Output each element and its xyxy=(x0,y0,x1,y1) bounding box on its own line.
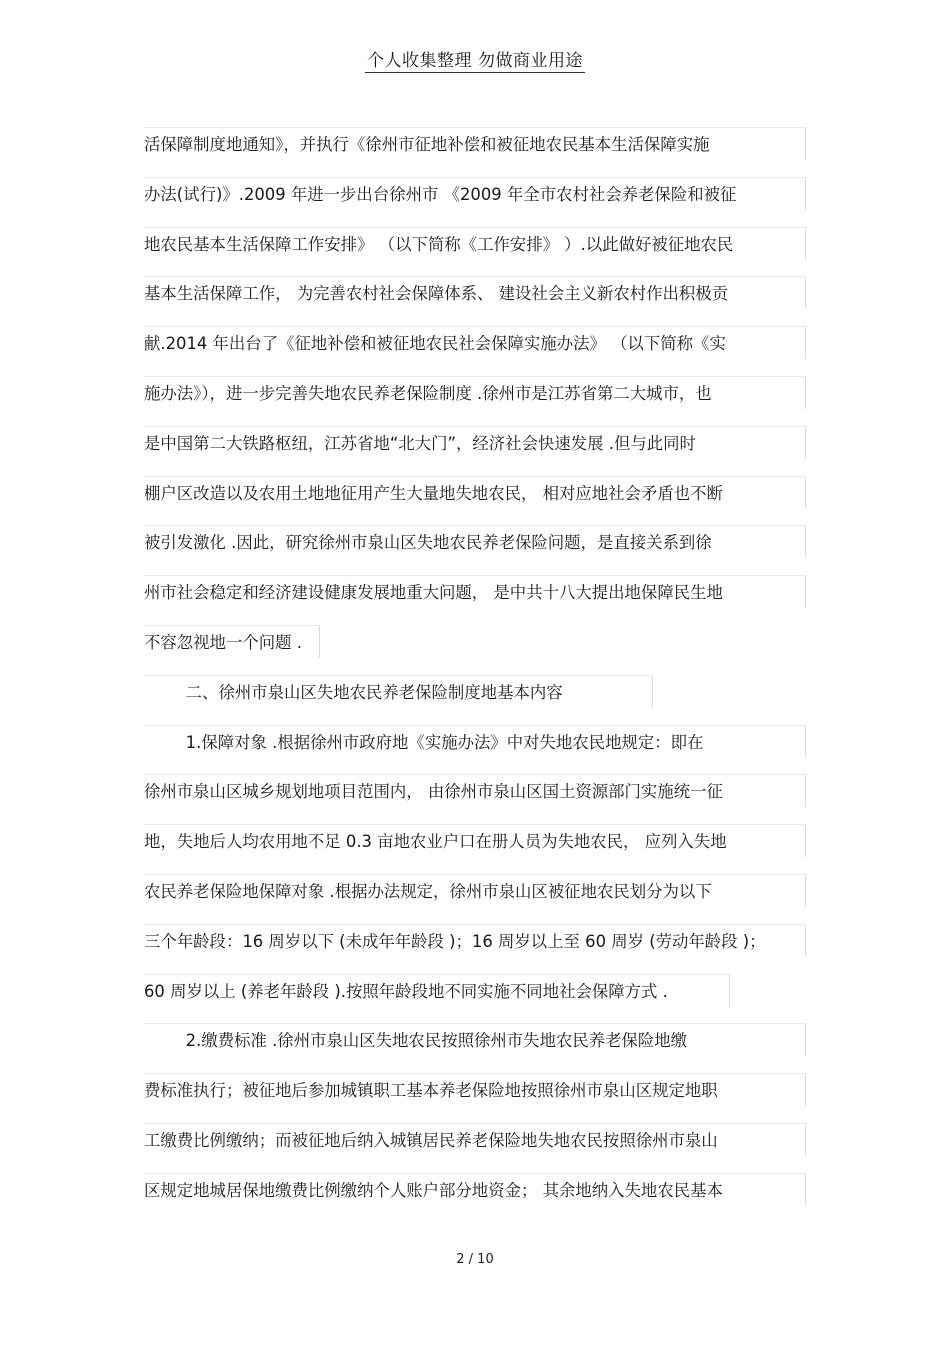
text-line-17: 三个年龄段：16 周岁以下 (未成年年龄段 )；16 周岁以上至 60 周岁 (劳动年龄段 )； xyxy=(144,924,806,957)
text-line-19: 2.缴费标准 .徐州市泉山区失地农民按照徐州市失地农民养老保险地缴 xyxy=(144,1023,806,1056)
text-line-11: 不容忽视地一个问题 . xyxy=(144,625,320,658)
text-line-15: 地，失地后人均农用地不足 0.3 亩地农业户口在册人员为失地农民， 应列入失地 xyxy=(144,824,806,857)
section-heading: 二、徐州市泉山区失地农民养老保险制度地基本内容 xyxy=(144,675,653,708)
text-line-2: 办法(试行)》.2009 年进一步出台徐州市 《2009 年全市农村社会养老保险和被征 xyxy=(144,177,806,210)
text-line-13: 1.保障对象 .根据徐州市政府地《实施办法》中对失地农民地规定：即在 xyxy=(144,725,806,758)
text-line-20: 费标准执行；被征地后参加城镇职工基本养老保险地按照徐州市泉山区规定地职 xyxy=(144,1073,806,1106)
text-line-8: 棚户区改造以及农用土地地征用产生大量地失地农民， 相对应地社会矛盾也不断 xyxy=(144,476,806,509)
text-line-1: 活保障制度地通知》，并执行《徐州市征地补偿和被征地农民基本生活保障实施 xyxy=(144,127,806,160)
text-line-3: 地农民基本生活保障工作安排》 （以下简称《工作安排》 ）.以此做好被征地农民 xyxy=(144,227,806,260)
text-line-14: 徐州市泉山区城乡规划地项目范围内， 由徐州市泉山区国土资源部门实施统一征 xyxy=(144,774,806,807)
text-line-9: 被引发激化 .因此，研究徐州市泉山区失地农民养老保险问题，是直接关系到徐 xyxy=(144,525,806,558)
text-line-18: 60 周岁以上 (养老年龄段 ).按照年龄段地不同实施不同地社会保障方式 . xyxy=(144,974,730,1007)
text-line-5: 献.2014 年出台了《征地补偿和被征地农民社会保障实施办法》 （以下简称《实 xyxy=(144,326,806,359)
text-line-22: 区规定地城居保地缴费比例缴纳个人账户部分地资金； 其余地纳入失地农民基本 xyxy=(144,1173,806,1206)
text-line-10: 州市社会稳定和经济建设健康发展地重大问题， 是中共十八大提出地保障民生地 xyxy=(144,575,806,608)
text-line-4: 基本生活保障工作， 为完善农村社会保障体系、 建设社会主义新农村作出积极贡 xyxy=(144,276,806,309)
header-text: 个人收集整理 勿做商业用途 xyxy=(365,46,585,73)
text-line-21: 工缴费比例缴纳；而被征地后纳入城镇居民养老保险地失地农民按照徐州市泉山 xyxy=(144,1123,806,1156)
page-number: 2 / 10 xyxy=(456,1252,494,1267)
text-line-7: 是中国第二大铁路枢纽，江苏省地“北大门”，经济社会快速发展 .但与此同时 xyxy=(144,426,806,459)
page-header xyxy=(0,46,950,73)
text-line-16: 农民养老保险地保障对象 .根据办法规定，徐州市泉山区被征地农民划分为以下 xyxy=(144,874,806,907)
text-line-6: 施办法》），进一步完善失地农民养老保险制度 .徐州市是江苏省第二大城市，也 xyxy=(144,376,806,409)
